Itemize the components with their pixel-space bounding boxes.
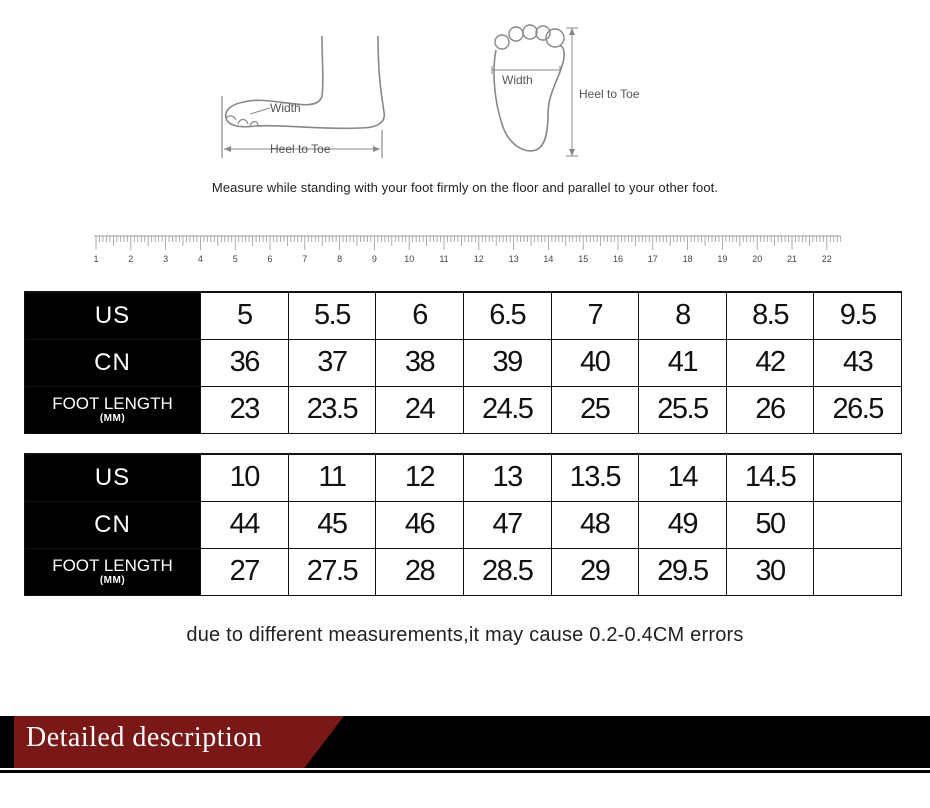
us-cell: 8 xyxy=(639,292,727,339)
ruler-number: 6 xyxy=(267,254,273,264)
cn-header: CN xyxy=(25,501,201,548)
cn-cell: 41 xyxy=(639,339,727,386)
foot-length-cell: 27.5 xyxy=(288,548,376,595)
foot-length-cell: 28 xyxy=(376,548,464,595)
cn-cell: 40 xyxy=(551,339,639,386)
top-foot-illustration xyxy=(480,20,670,160)
us-cell: 11 xyxy=(288,454,376,501)
measurement-error-note: due to different measurements,it may cause 0.2-0.4CM errors xyxy=(186,624,744,646)
us-cell: 9.5 xyxy=(814,292,902,339)
cn-cell: 36 xyxy=(201,339,289,386)
cn-cell: 50 xyxy=(726,501,814,548)
us-cell: 10 xyxy=(201,454,289,501)
cn-row xyxy=(25,501,902,548)
side-foot-illustration xyxy=(210,30,400,165)
ruler-number: 12 xyxy=(473,254,484,264)
us-header: US xyxy=(25,454,201,501)
foot-length-header xyxy=(25,548,201,595)
us-cell xyxy=(814,454,902,501)
cn-cell: 48 xyxy=(551,501,639,548)
us-cell: 13 xyxy=(463,454,551,501)
ruler-number: 14 xyxy=(543,254,554,264)
cn-cell: 43 xyxy=(814,339,902,386)
foot-length-unit: (MM) xyxy=(99,413,126,424)
side-width-label: Width xyxy=(270,101,301,115)
ruler-number: 21 xyxy=(786,254,798,264)
us-cell: 8.5 xyxy=(726,292,814,339)
size-table-2 xyxy=(24,453,902,596)
cn-cell: 47 xyxy=(463,501,551,548)
foot-length-cell: 24.5 xyxy=(463,386,551,433)
foot-length-cell: 26.5 xyxy=(814,386,902,433)
banner-underline xyxy=(0,770,930,773)
ruler-number: 8 xyxy=(337,254,343,264)
foot-length-cell: 29 xyxy=(551,548,639,595)
ruler-number: 9 xyxy=(371,254,377,264)
ruler-number: 4 xyxy=(197,254,203,264)
cn-cell: 45 xyxy=(288,501,376,548)
cn-header: CN xyxy=(25,339,201,386)
ruler-number: 19 xyxy=(717,254,728,264)
ruler-number: 11 xyxy=(439,254,449,264)
ruler-number: 1 xyxy=(93,254,99,264)
banner-title: Detailed description xyxy=(26,722,263,753)
cn-cell: 49 xyxy=(639,501,727,548)
foot-length-header xyxy=(25,386,201,433)
top-heel-to-toe-label: Heel to Toe xyxy=(579,87,640,101)
foot-length-cell: 29.5 xyxy=(639,548,727,595)
us-row xyxy=(25,454,902,501)
foot-length-row xyxy=(25,548,902,595)
cn-cell: 39 xyxy=(463,339,551,386)
ruler-number: 13 xyxy=(508,254,519,264)
foot-length-cell: 25 xyxy=(551,386,639,433)
us-cell: 13.5 xyxy=(551,454,639,501)
cn-cell: 46 xyxy=(376,501,464,548)
us-cell: 7 xyxy=(551,292,639,339)
ruler-number: 7 xyxy=(302,254,308,264)
foot-length-cell: 30 xyxy=(726,548,814,595)
us-cell: 5.5 xyxy=(288,292,376,339)
cn-cell: 38 xyxy=(376,339,464,386)
foot-length-cell: 28.5 xyxy=(463,548,551,595)
foot-length-unit: (MM) xyxy=(99,575,126,586)
foot-length-row xyxy=(25,386,902,433)
ruler-number: 18 xyxy=(682,254,693,264)
ruler-number: 20 xyxy=(752,254,763,264)
cn-cell: 42 xyxy=(726,339,814,386)
foot-length-cell xyxy=(814,548,902,595)
foot-length-label: FOOT LENGTH xyxy=(52,394,173,413)
cn-cell: 44 xyxy=(201,501,289,548)
us-cell: 12 xyxy=(376,454,464,501)
ruler-number: 10 xyxy=(404,254,415,264)
ruler-number: 16 xyxy=(612,254,624,264)
ruler-number: 22 xyxy=(821,254,832,264)
foot-length-label: FOOT LENGTH xyxy=(52,556,173,575)
foot-length-cell: 23.5 xyxy=(288,386,376,433)
side-heel-to-toe-label: Heel to Toe xyxy=(270,142,331,156)
ruler-number: 5 xyxy=(232,254,238,264)
ruler-number: 3 xyxy=(163,254,169,264)
us-header: US xyxy=(25,292,201,339)
measure-instruction: Measure while standing with your foot firmly on the floor and parallel to your other foot. xyxy=(211,180,719,195)
foot-length-cell: 24 xyxy=(376,386,464,433)
top-width-label: Width xyxy=(502,73,533,87)
cn-row xyxy=(25,339,902,386)
foot-length-cell: 26 xyxy=(726,386,814,433)
cn-cell xyxy=(814,501,902,548)
us-row xyxy=(25,292,902,339)
us-cell: 14 xyxy=(639,454,727,501)
us-cell: 6.5 xyxy=(463,292,551,339)
detailed-description-banner xyxy=(0,712,930,772)
ruler-number: 2 xyxy=(128,254,134,264)
ruler-number: 17 xyxy=(647,254,658,264)
us-cell: 5 xyxy=(201,292,289,339)
us-cell: 14.5 xyxy=(726,454,814,501)
foot-length-cell: 25.5 xyxy=(639,386,727,433)
size-table-1 xyxy=(24,291,902,434)
cn-cell: 37 xyxy=(288,339,376,386)
us-cell: 6 xyxy=(376,292,464,339)
measurement-ruler xyxy=(88,230,848,275)
foot-length-cell: 23 xyxy=(201,386,289,433)
ruler-number: 15 xyxy=(578,254,589,264)
foot-length-cell: 27 xyxy=(201,548,289,595)
